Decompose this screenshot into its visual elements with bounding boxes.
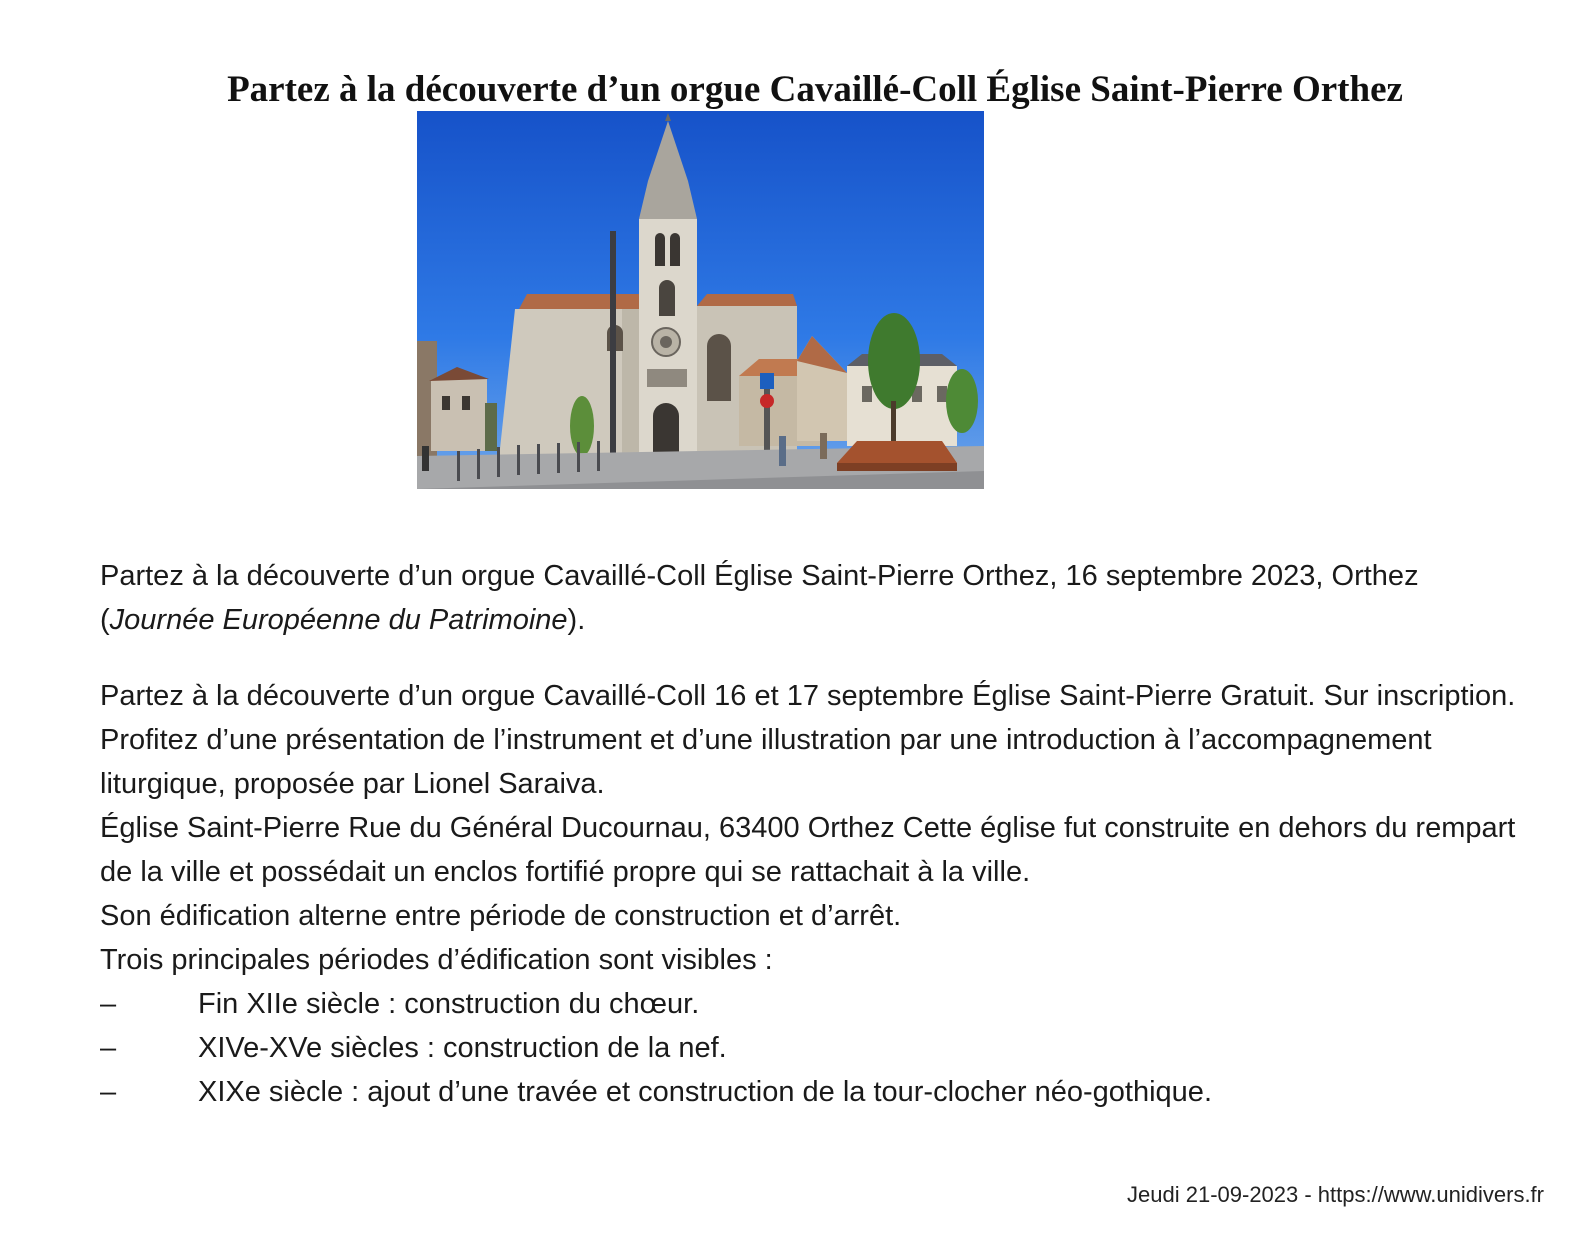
page-title: Partez à la découverte d’un orgue Cavaillé-Coll Église Saint-Pierre Orthez — [227, 68, 1403, 110]
event-name: Journée Européenne du Patrimoine — [109, 604, 568, 636]
article-body — [100, 554, 1530, 1114]
list-dash: – — [100, 1076, 117, 1108]
intro-text: Partez à la découverte d’un orgue Cavaillé-Coll Église Saint-Pierre Orthez, 16 septembre 2023, Orthez ( — [100, 560, 1419, 636]
list-item-text: XIXe siècle : ajout d’une travée et construction de la tour-clocher néo-gothique. — [198, 1076, 1212, 1108]
list-item — [100, 1070, 1530, 1114]
paragraph-construction: Son édification alterne entre période de construction et d’arrêt. — [100, 900, 902, 932]
paragraph-periods-intro: Trois principales périodes d’édification sont visibles : — [100, 944, 773, 976]
footer-date-source: Jeudi 21-09-2023 - https://www.unidivers.fr — [1127, 1182, 1544, 1207]
list-dash: – — [100, 1032, 117, 1064]
intro-closing: ). — [567, 604, 586, 636]
list-item — [100, 982, 1530, 1026]
list-dash: – — [100, 988, 117, 1020]
list-item-text: Fin XIIe siècle : construction du chœur. — [198, 988, 700, 1020]
paragraph-presentation: Profitez d’une présentation de l’instrument et d’une illustration par une introduction à l’accompagnement liturgique, proposée par Lionel Saraiva. — [100, 724, 1432, 800]
list-item — [100, 1026, 1530, 1070]
paragraph-address: Église Saint-Pierre Rue du Général Ducournau, 63400 Orthez Cette église fut construite en dehors du rempart de la ville et possédait un enclos fortifié propre qui se rattachait à la ville. — [100, 812, 1516, 888]
list-item-text: XIVe-XVe siècles : construction de la nef. — [198, 1032, 727, 1064]
paragraph-date-price: Partez à la découverte d’un orgue Cavaillé-Coll 16 et 17 septembre Église Saint-Pierre Gratuit. Sur inscription. — [100, 680, 1516, 712]
intro-paragraph — [100, 554, 1530, 642]
church-photo — [417, 111, 984, 489]
